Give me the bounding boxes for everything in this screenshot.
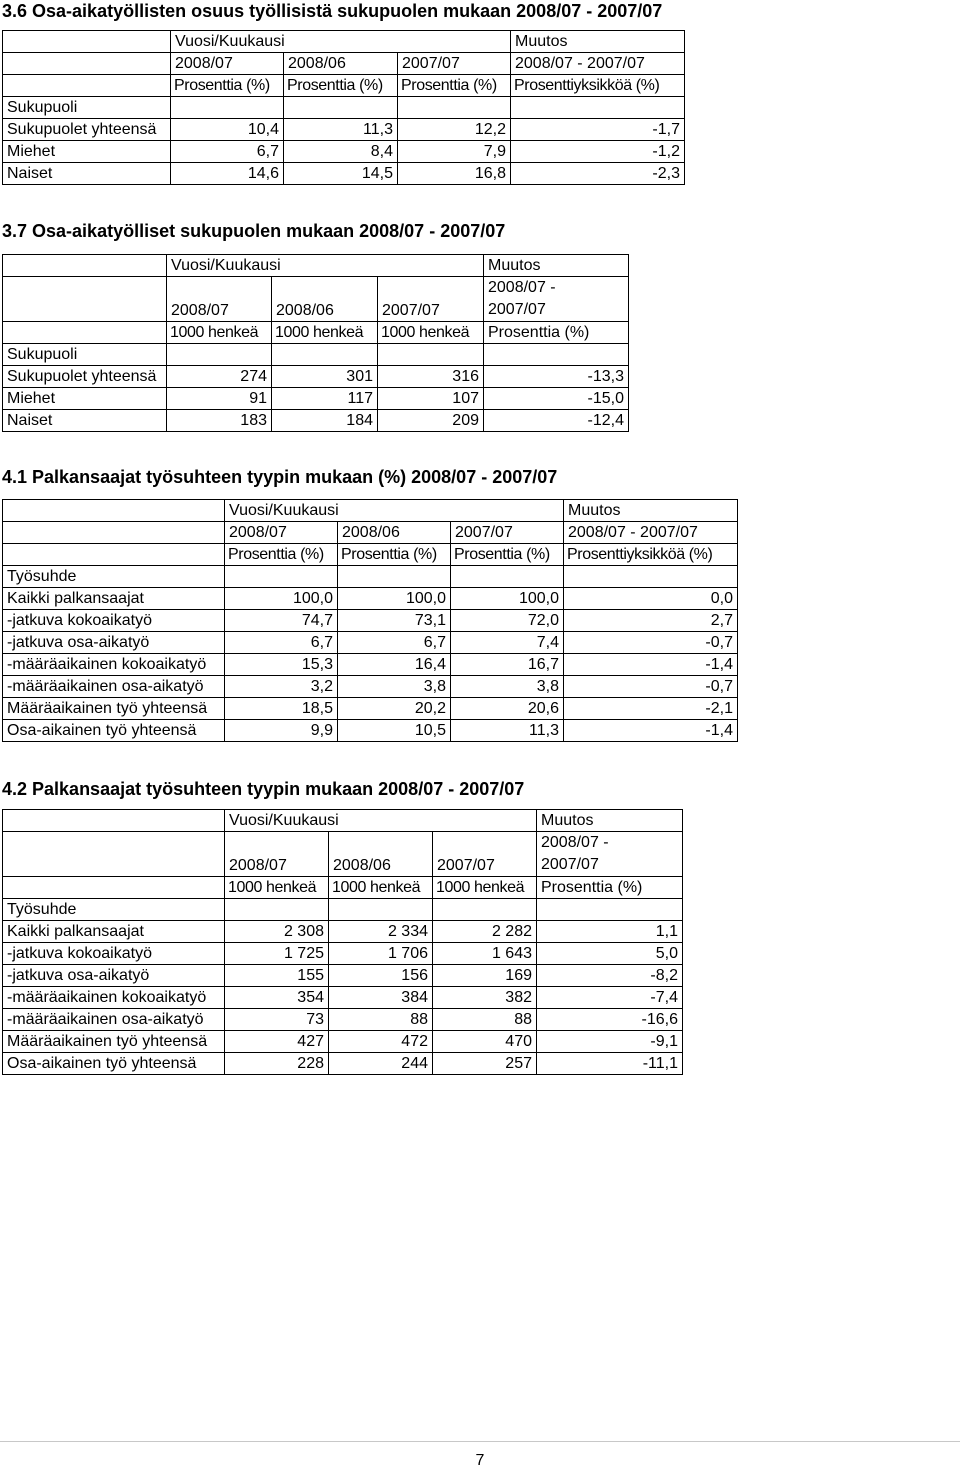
value-cell: 6,7	[338, 632, 451, 654]
value-cell: 382	[433, 987, 537, 1009]
value-cell: 91	[167, 388, 272, 410]
value-cell: -2,3	[511, 163, 685, 185]
value-cell: 100,0	[338, 588, 451, 610]
change-period-line: 2008/07 -	[541, 834, 609, 851]
table-row	[3, 141, 685, 163]
row-label: -jatkuva osa-aikatyö	[3, 632, 225, 654]
period-header: 2008/07	[167, 277, 272, 322]
empty-cell	[378, 344, 484, 366]
page-number: 7	[475, 1452, 485, 1469]
value-cell: 14,6	[171, 163, 284, 185]
row-group-header: Sukupuoli	[3, 97, 171, 119]
change-header: Muutos	[537, 810, 683, 832]
period-header: 2008/07	[225, 832, 329, 877]
value-cell: 2,7	[564, 610, 738, 632]
value-cell: 5,0	[537, 943, 683, 965]
row-label: Määräaikainen työ yhteensä	[3, 698, 225, 720]
table-row	[3, 720, 738, 742]
table-row	[3, 921, 683, 943]
empty-cell	[451, 566, 564, 588]
table-row	[3, 1031, 683, 1053]
value-cell: 3,8	[338, 676, 451, 698]
value-cell: -16,6	[537, 1009, 683, 1031]
period-header: 2008/06	[338, 522, 451, 544]
value-cell: 169	[433, 965, 537, 987]
value-cell: 228	[225, 1053, 329, 1075]
row-label: -määräaikainen kokoaikatyö	[3, 654, 225, 676]
value-cell: 8,4	[284, 141, 398, 163]
table-row	[3, 698, 738, 720]
unit-header: 1000 henkeä	[378, 322, 484, 344]
table-corner	[3, 877, 225, 899]
value-cell: 244	[329, 1053, 433, 1075]
table-row	[3, 388, 629, 410]
unit-header: Prosenttia (%)	[537, 877, 683, 899]
value-cell: -7,4	[537, 987, 683, 1009]
value-cell: 100,0	[451, 588, 564, 610]
value-cell: 470	[433, 1031, 537, 1053]
value-cell: 472	[329, 1031, 433, 1053]
row-label: -määräaikainen osa-aikatyö	[3, 1009, 225, 1031]
table-corner	[3, 832, 225, 877]
empty-cell	[329, 899, 433, 921]
table-corner	[3, 255, 167, 277]
change-period-header	[484, 277, 629, 322]
empty-cell	[167, 344, 272, 366]
row-label: Kaikki palkansaajat	[3, 588, 225, 610]
value-cell: -13,3	[484, 366, 629, 388]
value-cell: 20,2	[338, 698, 451, 720]
unit-header: Prosenttia (%)	[338, 544, 451, 566]
table-corner	[3, 31, 171, 53]
empty-cell	[484, 344, 629, 366]
value-cell: 316	[378, 366, 484, 388]
empty-cell	[272, 344, 378, 366]
value-cell: 107	[378, 388, 484, 410]
value-cell: 1 706	[329, 943, 433, 965]
value-cell: 301	[272, 366, 378, 388]
value-cell: 20,6	[451, 698, 564, 720]
table-row	[3, 366, 629, 388]
value-cell: 12,2	[398, 119, 511, 141]
value-cell: 257	[433, 1053, 537, 1075]
value-cell: 74,7	[225, 610, 338, 632]
change-period-header	[537, 832, 683, 877]
value-cell: -0,7	[564, 632, 738, 654]
period-header: 2007/07	[398, 53, 511, 75]
value-cell: 72,0	[451, 610, 564, 632]
empty-cell	[284, 97, 398, 119]
group-header: Vuosi/Kuukausi	[167, 255, 484, 277]
table-corner	[3, 544, 225, 566]
value-cell: 15,3	[225, 654, 338, 676]
unit-header: Prosenttia (%)	[484, 322, 629, 344]
table-corner	[3, 522, 225, 544]
table-row	[3, 588, 738, 610]
period-header: 2008/06	[329, 832, 433, 877]
table-3-7	[2, 254, 629, 432]
table-row	[3, 965, 683, 987]
footer-divider	[0, 1441, 960, 1442]
value-cell: -1,4	[564, 654, 738, 676]
value-cell: 6,7	[171, 141, 284, 163]
row-label: -määräaikainen osa-aikatyö	[3, 676, 225, 698]
table-row	[3, 987, 683, 1009]
group-header: Vuosi/Kuukausi	[225, 500, 564, 522]
period-header: 2008/07	[171, 53, 284, 75]
value-cell: 354	[225, 987, 329, 1009]
row-label: Kaikki palkansaajat	[3, 921, 225, 943]
value-cell: 3,8	[451, 676, 564, 698]
value-cell: -0,7	[564, 676, 738, 698]
table-row	[3, 632, 738, 654]
value-cell: 184	[272, 410, 378, 432]
unit-header: 1000 henkeä	[225, 877, 329, 899]
value-cell: 73,1	[338, 610, 451, 632]
value-cell: 6,7	[225, 632, 338, 654]
table-corner	[3, 277, 167, 322]
row-label: -jatkuva osa-aikatyö	[3, 965, 225, 987]
row-label: Miehet	[3, 388, 167, 410]
empty-cell	[225, 899, 329, 921]
row-group-header: Työsuhde	[3, 899, 225, 921]
value-cell: -2,1	[564, 698, 738, 720]
table-4-2	[2, 809, 683, 1075]
table-row	[3, 654, 738, 676]
table-3-6	[2, 30, 685, 185]
table-corner	[3, 500, 225, 522]
value-cell: -8,2	[537, 965, 683, 987]
table-row	[3, 1053, 683, 1075]
value-cell: -1,7	[511, 119, 685, 141]
unit-header: Prosenttia (%)	[171, 75, 284, 97]
change-period-line: 2008/07 -	[488, 279, 556, 296]
value-cell: 7,4	[451, 632, 564, 654]
value-cell: 88	[329, 1009, 433, 1031]
section-title-4-2: 4.2 Palkansaajat työsuhteen tyypin mukaan 2008/07 - 2007/07	[2, 779, 525, 799]
table-row	[3, 410, 629, 432]
empty-cell	[511, 97, 685, 119]
row-label: -määräaikainen kokoaikatyö	[3, 987, 225, 1009]
row-label: Osa-aikainen työ yhteensä	[3, 720, 225, 742]
table-4-1	[2, 499, 738, 742]
unit-header: 1000 henkeä	[167, 322, 272, 344]
value-cell: 10,5	[338, 720, 451, 742]
table-row	[3, 119, 685, 141]
table-corner	[3, 75, 171, 97]
table-corner	[3, 53, 171, 75]
value-cell: 209	[378, 410, 484, 432]
change-header: Muutos	[484, 255, 629, 277]
period-header: 2007/07	[378, 277, 484, 322]
table-row	[3, 1009, 683, 1031]
unit-header: Prosenttiyksikköä (%)	[564, 544, 738, 566]
empty-cell	[537, 899, 683, 921]
value-cell: 11,3	[451, 720, 564, 742]
unit-header: 1000 henkeä	[329, 877, 433, 899]
empty-cell	[564, 566, 738, 588]
change-period-line: 2007/07	[488, 301, 546, 318]
value-cell: 16,4	[338, 654, 451, 676]
value-cell: -1,2	[511, 141, 685, 163]
row-label: -jatkuva kokoaikatyö	[3, 943, 225, 965]
value-cell: 384	[329, 987, 433, 1009]
value-cell: 10,4	[171, 119, 284, 141]
table-corner	[3, 810, 225, 832]
empty-cell	[225, 566, 338, 588]
row-label: Sukupuolet yhteensä	[3, 119, 171, 141]
row-label: Naiset	[3, 163, 171, 185]
period-header: 2008/06	[284, 53, 398, 75]
unit-header: Prosenttia (%)	[451, 544, 564, 566]
value-cell: 1 725	[225, 943, 329, 965]
empty-cell	[171, 97, 284, 119]
period-header: 2007/07	[433, 832, 537, 877]
value-cell: 7,9	[398, 141, 511, 163]
value-cell: 183	[167, 410, 272, 432]
unit-header: Prosenttia (%)	[225, 544, 338, 566]
row-group-header: Työsuhde	[3, 566, 225, 588]
table-row	[3, 943, 683, 965]
section-title-3-6: 3.6 Osa-aikatyöllisten osuus työllisistä sukupuolen mukaan 2008/07 - 2007/07	[2, 1, 663, 21]
value-cell: 100,0	[225, 588, 338, 610]
empty-cell	[433, 899, 537, 921]
empty-cell	[338, 566, 451, 588]
group-header: Vuosi/Kuukausi	[225, 810, 537, 832]
value-cell: 3,2	[225, 676, 338, 698]
row-label: Määräaikainen työ yhteensä	[3, 1031, 225, 1053]
section-title-4-1: 4.1 Palkansaajat työsuhteen tyypin mukaan (%) 2008/07 - 2007/07	[2, 467, 558, 487]
value-cell: 2 334	[329, 921, 433, 943]
value-cell: 11,3	[284, 119, 398, 141]
value-cell: 73	[225, 1009, 329, 1031]
period-header: 2008/07 - 2007/07	[564, 522, 738, 544]
value-cell: -15,0	[484, 388, 629, 410]
period-header: 2007/07	[451, 522, 564, 544]
table-row	[3, 610, 738, 632]
row-label: Sukupuolet yhteensä	[3, 366, 167, 388]
value-cell: 1,1	[537, 921, 683, 943]
row-label: -jatkuva kokoaikatyö	[3, 610, 225, 632]
unit-header: 1000 henkeä	[272, 322, 378, 344]
group-header: Vuosi/Kuukausi	[171, 31, 511, 53]
unit-header: Prosenttia (%)	[398, 75, 511, 97]
value-cell: -12,4	[484, 410, 629, 432]
table-row	[3, 676, 738, 698]
row-label: Naiset	[3, 410, 167, 432]
value-cell: -9,1	[537, 1031, 683, 1053]
table-row	[3, 163, 685, 185]
value-cell: -1,4	[564, 720, 738, 742]
row-label: Miehet	[3, 141, 171, 163]
unit-header: Prosenttia (%)	[284, 75, 398, 97]
value-cell: 2 282	[433, 921, 537, 943]
value-cell: 117	[272, 388, 378, 410]
unit-header: Prosenttiyksikköä (%)	[511, 75, 685, 97]
change-period-line: 2007/07	[541, 856, 599, 873]
unit-header: 1000 henkeä	[433, 877, 537, 899]
value-cell: -11,1	[537, 1053, 683, 1075]
value-cell: 1 643	[433, 943, 537, 965]
empty-cell	[398, 97, 511, 119]
change-header: Muutos	[511, 31, 685, 53]
value-cell: 155	[225, 965, 329, 987]
value-cell: 14,5	[284, 163, 398, 185]
period-header: 2008/07	[225, 522, 338, 544]
period-header: 2008/07 - 2007/07	[511, 53, 685, 75]
value-cell: 16,7	[451, 654, 564, 676]
section-title-3-7: 3.7 Osa-aikatyölliset sukupuolen mukaan 2008/07 - 2007/07	[2, 221, 506, 241]
value-cell: 156	[329, 965, 433, 987]
value-cell: 16,8	[398, 163, 511, 185]
value-cell: 2 308	[225, 921, 329, 943]
value-cell: 274	[167, 366, 272, 388]
row-label: Osa-aikainen työ yhteensä	[3, 1053, 225, 1075]
change-header: Muutos	[564, 500, 738, 522]
row-group-header: Sukupuoli	[3, 344, 167, 366]
period-header: 2008/06	[272, 277, 378, 322]
value-cell: 427	[225, 1031, 329, 1053]
value-cell: 9,9	[225, 720, 338, 742]
value-cell: 0,0	[564, 588, 738, 610]
value-cell: 18,5	[225, 698, 338, 720]
value-cell: 88	[433, 1009, 537, 1031]
table-corner	[3, 322, 167, 344]
